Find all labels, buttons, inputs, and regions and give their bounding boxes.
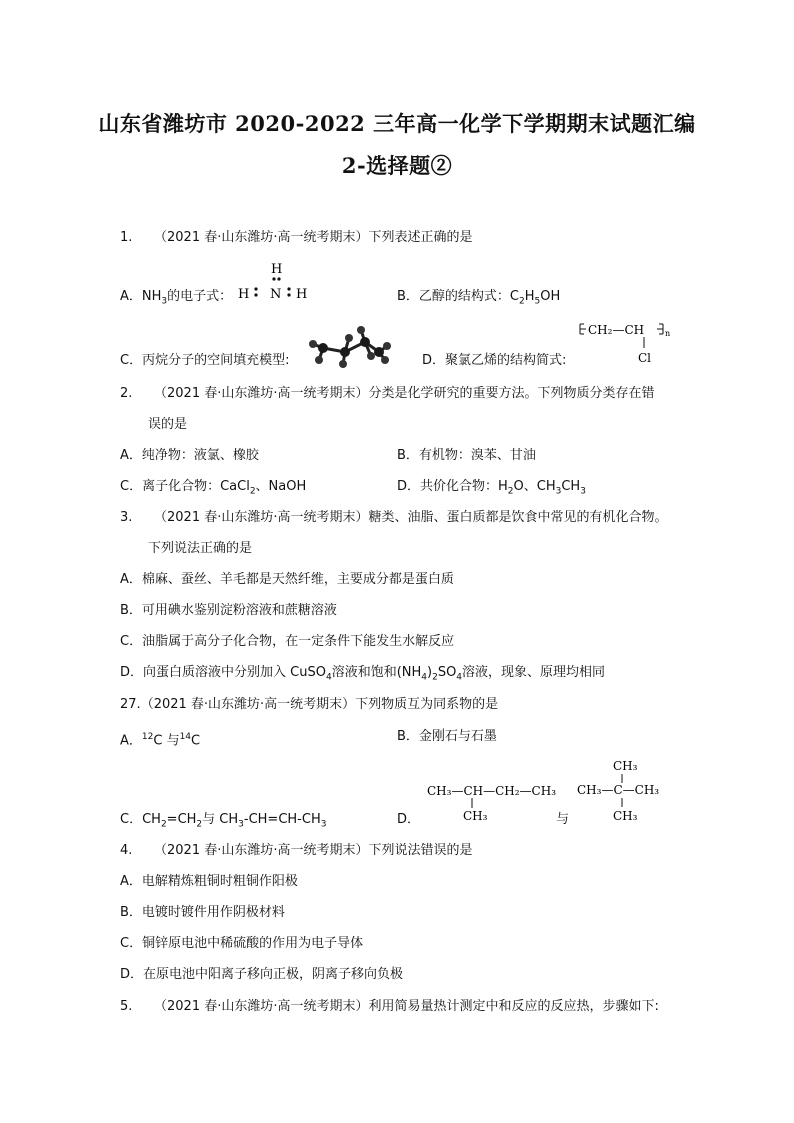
subscript: 2	[196, 819, 203, 830]
option-1a	[120, 288, 232, 311]
option-text: -CH=CH-CH	[243, 812, 321, 827]
question-number: 4.	[120, 843, 133, 858]
option-4b	[120, 904, 285, 922]
option-text: B．乙醇的结构式：C	[397, 289, 519, 304]
question-2-stem	[120, 385, 654, 403]
question-text: （2021 春·山东潍坊·高一统考期末）下列物质互为同系物的是	[140, 697, 499, 712]
page-title-line2: 2-选择题②	[341, 153, 453, 178]
option-4a	[120, 873, 298, 891]
option-2a	[120, 447, 259, 465]
hydrogen-atom	[357, 326, 365, 334]
option-text: C．油脂属于高分子化合物，在一定条件下能发生水解反应	[120, 634, 455, 649]
option-4d	[120, 966, 403, 984]
option-text: A．纯净物：液氯、橡胶	[120, 448, 259, 463]
option-text: 溶液，现象、原理均相同	[462, 665, 606, 680]
question-5-stem	[120, 998, 659, 1016]
isobutane-like-structure-1	[425, 780, 565, 828]
question-text: （2021 春·山东潍坊·高一统考期末）利用简易量热计测定中和反应的反应热，步骤如下:	[154, 999, 659, 1014]
carbon-atom	[374, 347, 384, 357]
option-text: 的电子式：	[167, 289, 233, 304]
option-text: A．NH	[120, 289, 162, 304]
subscript: 4	[421, 672, 427, 683]
option-1d	[422, 352, 566, 370]
electron-dot	[277, 277, 280, 280]
question-number: 27.	[120, 697, 141, 712]
option-text: C．CH	[120, 812, 161, 827]
hydrogen-atom	[315, 356, 323, 364]
subscript: 4	[325, 672, 332, 683]
question-27-stem	[120, 696, 498, 714]
option-text: OH	[540, 289, 561, 304]
option-text: C．铜锌原电池中稀硫酸的作用为电子导体	[120, 936, 364, 951]
subscript: 2	[249, 486, 256, 497]
option-text: D．	[397, 812, 421, 827]
option-3d	[120, 664, 605, 687]
electron-dot	[272, 277, 275, 280]
subscript: 2	[519, 296, 525, 307]
pvc-structure	[574, 318, 678, 368]
option-text: H	[524, 289, 535, 304]
carbon-atom	[318, 343, 328, 353]
question-text: （2021 春·山东潍坊·高一统考期末）糖类、油脂、蛋白质都是饮食中常见的有机化合物。	[154, 510, 668, 525]
electron-dot	[254, 293, 257, 296]
question-number: 5.	[120, 999, 133, 1014]
option-1c	[120, 352, 289, 370]
option-2c	[120, 478, 306, 501]
subscript: 3	[580, 486, 586, 497]
question-text: （2021 春·山东潍坊·高一统考期末）下列说法错误的是	[154, 843, 473, 858]
option-2d	[397, 478, 586, 501]
question-2-stem-cont	[148, 416, 187, 434]
superscript: 14	[179, 732, 192, 742]
subscript: 3	[320, 819, 327, 830]
struct2-main: CH₃—C—CH₃	[577, 783, 660, 797]
subscript: 3	[555, 486, 562, 497]
option-text: 、NaOH	[255, 479, 307, 494]
question-text: （2021 春·山东潍坊·高一统考期末）分类是化学研究的重要方法。下列物质分类存在错	[154, 386, 655, 401]
option-text: C	[191, 733, 201, 749]
subscript: 5	[534, 296, 541, 307]
struct2-top: CH₃	[613, 759, 638, 773]
option-text: B．电镀时镀件用作阴极材料	[120, 905, 285, 920]
option-1b	[397, 288, 560, 311]
option-text: A．	[120, 733, 142, 749]
subscript: 3	[161, 296, 168, 307]
struct1-branch: CH₃	[463, 809, 488, 823]
option-text: 与	[556, 812, 570, 827]
carbon-atom	[340, 347, 350, 357]
question-number: 3.	[120, 510, 133, 525]
hydrogen-atom	[367, 352, 375, 360]
propane-space-filling-model	[305, 322, 393, 368]
option-text: C．离子化合物：CaCl	[120, 479, 250, 494]
option-text: A．电解精炼粗铜时粗铜作阳极	[120, 874, 298, 889]
hydrogen-atom	[339, 360, 347, 368]
neopentane-structure-2	[575, 756, 667, 826]
question-number: 1.	[120, 230, 133, 245]
subscript: 2	[160, 819, 167, 830]
electron-formula-h-top: H	[271, 262, 283, 277]
option-27c	[120, 811, 326, 834]
page-title-line1: 山东省潍坊市 2020-2022 三年高一化学下学期期末试题汇编	[98, 111, 696, 136]
option-text: A．棉麻、蚕丝、羊毛都是天然纤维，主要成分都是蛋白质	[120, 572, 454, 587]
option-text: B．有机物：溴苯、甘油	[397, 448, 536, 463]
subscript: 2	[507, 486, 514, 497]
question-text: （2021 春·山东潍坊·高一统考期末）下列表述正确的是	[154, 230, 473, 245]
option-3b	[120, 602, 337, 620]
subscript: 4	[456, 672, 463, 683]
option-text: 与 CH	[202, 812, 239, 827]
option-text: SO	[437, 665, 457, 680]
subscript: 3	[238, 819, 244, 830]
option-4c	[120, 935, 363, 953]
option-27d-and	[556, 811, 569, 829]
question-text: 下列说法正确的是	[148, 541, 253, 556]
option-text: O、CH	[513, 479, 556, 494]
hydrogen-atom	[381, 356, 389, 364]
question-number: 2.	[120, 386, 133, 401]
struct2-bottom: CH₃	[613, 809, 638, 823]
option-text: D．共价化合物：H	[397, 479, 508, 494]
superscript: 12	[141, 732, 154, 742]
option-3c	[120, 633, 454, 651]
option-text: =CH	[166, 812, 197, 827]
question-3-stem	[120, 509, 667, 527]
pvc-main-chain: CH₂—CH	[588, 323, 645, 337]
electron-dot	[254, 287, 257, 290]
option-text: D．在原电池中阳离子移向正极，阴离子移向负极	[120, 967, 404, 982]
subscript: 2	[432, 672, 438, 683]
option-27d	[397, 811, 420, 829]
electron-formula-n: N	[270, 287, 282, 302]
hydrogen-atom	[345, 334, 353, 342]
pvc-n: n	[665, 329, 671, 338]
hydrogen-atom	[309, 340, 317, 348]
option-text: B．可用碘水鉴别淀粉溶液和蔗糖溶液	[120, 603, 337, 618]
option-text: D．聚氯乙烯的结构简式:	[422, 353, 567, 368]
struct1-main: CH₃—CH—CH₂—CH₃	[427, 784, 557, 798]
option-text: B．金刚石与石墨	[397, 729, 497, 744]
option-text: 溶液和饱和(NH	[331, 665, 422, 680]
option-text: D．向蛋白质溶液中分别加入 CuSO	[120, 665, 326, 680]
question-4-stem	[120, 842, 472, 860]
nh3-electron-formula	[234, 258, 324, 308]
option-3a	[120, 571, 454, 589]
electron-dot	[287, 293, 290, 296]
option-text: C．丙烷分子的空间填充模型:	[120, 353, 290, 368]
pvc-cl: Cl	[638, 351, 652, 365]
electron-formula-h-left: H	[238, 287, 250, 302]
option-text: C 与	[153, 733, 180, 749]
electron-formula-h-right: H	[296, 287, 308, 302]
carbon-atom	[360, 337, 370, 347]
option-text: CH	[561, 479, 581, 494]
option-text: )	[427, 665, 433, 680]
option-27b	[397, 728, 497, 746]
option-27a	[120, 728, 200, 750]
option-2b	[397, 447, 536, 465]
hydrogen-atom	[383, 342, 391, 350]
question-text: 误的是	[148, 417, 188, 432]
electron-dot	[287, 287, 290, 290]
question-3-stem-cont	[148, 540, 252, 558]
question-1-stem	[120, 229, 472, 247]
